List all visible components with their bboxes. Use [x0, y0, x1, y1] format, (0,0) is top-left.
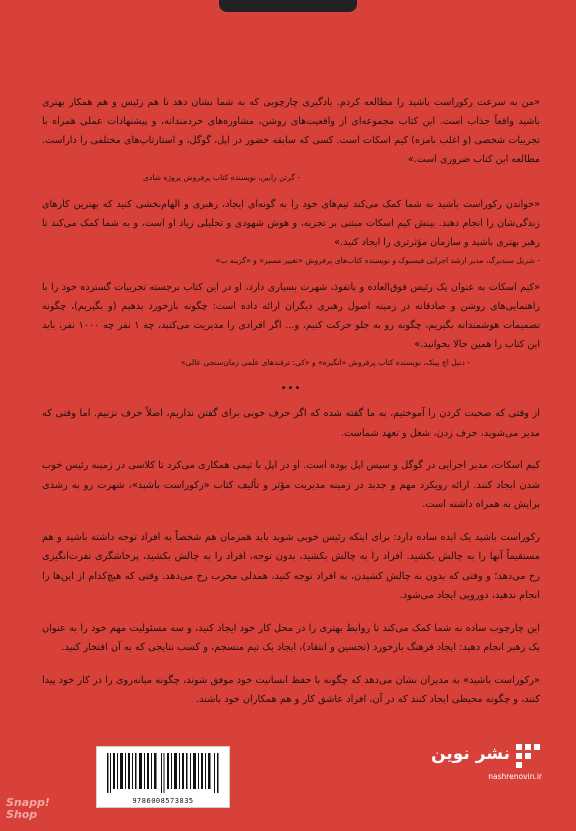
- quote-text: «کیم اسکات به عنوان یک رئیس فوق‌العاده و باتفوذ، شهرت بسیاری دارد، او در این کتاب برجسته تجربیات گسترده خود را با راهنمایی‌های روشن و صادقانه در زمینه اصول رهبری دیگران ارائه داده است: چگونه بازخورد بدهیم (و بگیریم)، چگونه تصمیمات هوشمندانه بگیریم، چگونه رو به جلو حرکت کنیم، و... اگر افرادی را مدیریت می‌کنید، چه ۱ نفر چه ۱۰۰۰ نفر، باید این کتاب را همین حالا بخوانید.»: [42, 282, 540, 350]
- quote-attribution: - دنیل اچ پینک، نویسنده کتاب پرفروش «انگیزه» و «کی: ترفندهای علمی زمان‌سنجی عالی»: [180, 358, 470, 367]
- testimonial-quote: [42, 195, 540, 267]
- description-paragraph: «رکوراست باشید» به مدیران نشان می‌دهد که چگونه با حفظ انسانیت خود موفق شوند، چگونه میانه‌روی را در کار خود پیدا کنند، و چگونه محیطی ایجاد کنند که در آن، افراد عاشق کار و هم همکاران خود باشند.: [42, 674, 540, 705]
- testimonial-quote: [42, 93, 540, 184]
- section-separator: •••: [280, 383, 302, 394]
- top-notch: [219, 0, 357, 12]
- quote-attribution: - شریل سندبرگ، مدیر ارشد اجرایی فیسبوک و نویسنده کتاب‌های پرفروش «تغییر مسیر» و «گزینه ب»: [215, 256, 540, 265]
- barcode-bars: [107, 753, 219, 793]
- publisher-name: نشر نوین: [431, 744, 510, 764]
- description-paragraph: رکوراست باشید یک ایده ساده دارد: برای اینکه رئیس خوبی شوید باید همزمان هم شخصاً به افراد توجه داشته باشید و هم مستقیماً آنها را به چالش بکشید. افراد را به چالش بکشید، بدون توجه، افراد را به چالش بکشید، پرخاشگری نفرت‌انگیزی رخ می‌دهد؛ و وقتی که بدون به چالش کشیدن، به افراد توجه کنید، همدلی مخرب رخ می‌دهد. وقتی که هیچ‌کدام از این‌ها را انجام ندهید، دورویی ایجاد می‌شود.: [42, 531, 540, 601]
- publisher-url: nashrenovin.ir: [488, 772, 542, 781]
- watermark-line: Snapp!: [6, 796, 50, 809]
- publisher-logo: [431, 740, 542, 788]
- testimonial-quote: [42, 278, 540, 369]
- quote-text: «من به سرعت رکوراست باشید را مطالعه کردم. یادگیری چارچوبی که به شما نشان دهد تا هم رئیس و هم همکار بهتری باشید واقعاً جذاب است. این کتاب مجموعه‌ای از واقعیت‌های روشن، مشاوره‌های خردمندانه، و پیشنهادات عملی همراه با تجربیات شخصی (و اغلب بامزه) کیم اسکات است. کسی که سابقه حضور در اپل، گوگل، و استارتاپ‌های مختلفی را داراست. مطالعه این کتاب ضروری است.»: [42, 97, 540, 165]
- back-cover-text: [42, 93, 540, 723]
- snapp-shop-watermark: [6, 797, 60, 821]
- description-paragraph: این چارچوب ساده به شما کمک می‌کند تا روابط بهتری را در محل کار خود ایجاد کنید، و سه مسئولیت مهم خود را به عنوان یک رهبر انجام دهید: ایجاد فرهنگ بازخورد (تحسین و انتقاد)، ایجاد یک تیم منسجم، و کسب نتایجی که به آن افتخار کنید.: [42, 622, 540, 653]
- isbn-number: 9786008573835: [132, 797, 194, 805]
- watermark-line: Shop: [6, 808, 38, 821]
- publisher-mark-icon: [514, 742, 542, 770]
- quote-text: «خواندن رکوراست باشید به شما کمک می‌کند تیم‌های خود را به گونه‌ای ایجاد، رهبری و الهام‌بخشی کنید که بهترین کارهای زندگی‌شان را انجام دهند. بینش کیم اسکات مبتنی بر تجربه، و هوش شهودی و تحلیلی زیاد او است، و به شما کمک می‌کند تا رهبر بهتری باشید و سازمان مؤثرتری را ایجاد کنید.»: [42, 199, 540, 248]
- description-paragraph: کیم اسکات، مدیر اجرایی در گوگل و سپس اپل بوده است. او در اپل با تیمی همکاری می‌کرد تا کلاسی در زمینه رئیس خوب شدن ایجاد کنند. ارائه رویکرد مهم و جدید در زمینه مدیریت مؤثر و تألیف کتاب «رکوراست باشید»، شهرت رو به رشدی برایش به همراه داشته است.: [42, 460, 540, 510]
- description-paragraph: از وقتی که صحبت کردن را آموختیم، به ما گفته شده که اگر حرف خوبی برای گفتن نداریم، اصلاً حرف نزنیم. اما وقتی که مدیر می‌شوید، حرف زدن، شغل و تعهد شماست.: [42, 408, 540, 439]
- quote-attribution: - گرتن رابین، نویسنده کتاب پرفروش پروژه شادی: [143, 173, 300, 182]
- isbn-barcode: [96, 746, 230, 808]
